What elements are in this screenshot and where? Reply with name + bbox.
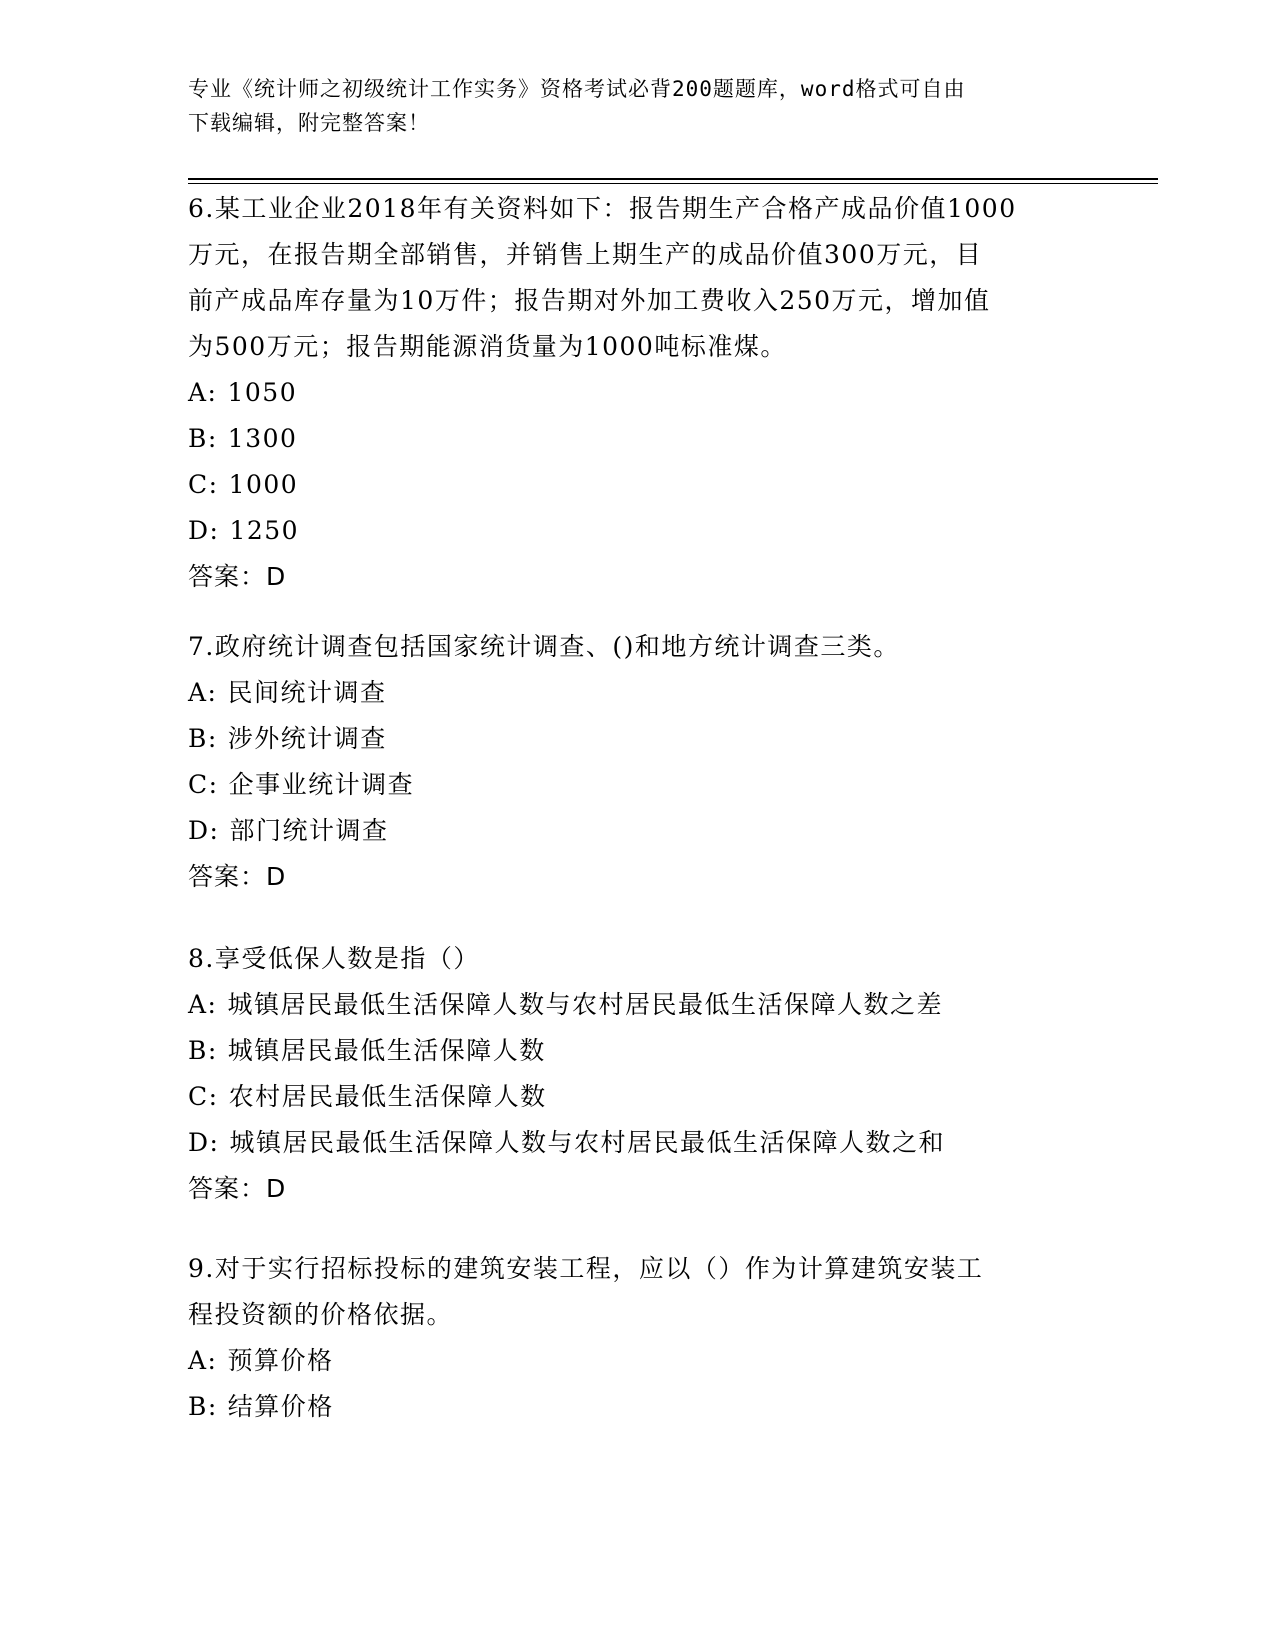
option-a — [188, 670, 1088, 716]
option-text: 部门统计调查 — [229, 816, 389, 845]
option-label: B: — [188, 424, 218, 453]
option-text: 民间统计调查 — [227, 678, 387, 707]
option-text: 城镇居民最低生活保障人数 — [227, 1036, 546, 1065]
option-text: 1000 — [228, 470, 299, 499]
question-text-line: 8.享受低保人数是指（） — [188, 944, 480, 973]
option-b — [188, 416, 1088, 462]
option-label: A: — [188, 990, 218, 1019]
option-label: C: — [188, 1082, 219, 1111]
question-7 — [188, 624, 1088, 900]
question-text-line: 为500万元；报告期能源消货量为1000吨标准煤。 — [188, 332, 787, 361]
option-label: D: — [188, 816, 220, 845]
question-text-line: 9.对于实行招标投标的建筑安装工程，应以（）作为计算建筑安装工 — [188, 1254, 984, 1283]
option-label: B: — [188, 1036, 218, 1065]
option-b — [188, 1028, 1088, 1074]
question-text-line: 万元，在报告期全部销售，并销售上期生产的成品价值300万元，目 — [188, 240, 983, 269]
option-a — [188, 370, 1088, 416]
option-label: B: — [188, 724, 218, 753]
question-6 — [188, 186, 1088, 600]
header-line-2: 下载编辑，附完整答案！ — [188, 111, 430, 135]
option-c — [188, 1074, 1088, 1120]
option-b — [188, 716, 1088, 762]
option-text: 涉外统计调查 — [227, 724, 387, 753]
option-text: 1050 — [227, 378, 298, 407]
option-c — [188, 762, 1088, 808]
document-header — [188, 72, 1088, 140]
option-label: D: — [188, 1128, 220, 1157]
option-label: A: — [188, 378, 218, 407]
option-text: 1250 — [229, 516, 300, 545]
answer-line: 答案：D — [188, 1174, 287, 1203]
question-text-line: 程投资额的价格依据。 — [188, 1300, 454, 1329]
option-b — [188, 1384, 1088, 1430]
option-text: 结算价格 — [227, 1392, 334, 1421]
option-label: C: — [188, 770, 219, 799]
question-text-line: 前产成品库存量为10万件；报告期对外加工费收入250万元，增加值 — [188, 286, 991, 315]
option-text: 城镇居民最低生活保障人数与农村居民最低生活保障人数之差 — [227, 990, 943, 1019]
option-label: D: — [188, 516, 220, 545]
question-8 — [188, 936, 1088, 1212]
question-text-line: 7.政府统计调查包括国家统计调查、()和地方统计调查三类。 — [188, 632, 900, 661]
option-c — [188, 462, 1088, 508]
answer-line: 答案：D — [188, 862, 287, 891]
option-d — [188, 1120, 1088, 1166]
option-label: C: — [188, 470, 219, 499]
option-a — [188, 982, 1088, 1028]
option-d — [188, 508, 1088, 554]
option-d — [188, 808, 1088, 854]
option-text: 农村居民最低生活保障人数 — [228, 1082, 547, 1111]
option-label: B: — [188, 1392, 218, 1421]
option-label: A: — [188, 678, 218, 707]
option-label: A: — [188, 1346, 218, 1375]
header-divider-thick — [188, 178, 1158, 180]
question-9 — [188, 1246, 1088, 1430]
answer-line: 答案：D — [188, 562, 287, 591]
header-divider-thin — [188, 183, 1158, 184]
header-line-1: 专业《统计师之初级统计工作实务》资格考试必背200题题库，word格式可自由 — [188, 77, 966, 101]
option-text: 1300 — [227, 424, 298, 453]
option-text: 预算价格 — [227, 1346, 334, 1375]
question-text-line: 6.某工业企业2018年有关资料如下：报告期生产合格产成品价值1000 — [188, 194, 1017, 223]
option-a — [188, 1338, 1088, 1384]
option-text: 城镇居民最低生活保障人数与农村居民最低生活保障人数之和 — [229, 1128, 945, 1157]
option-text: 企事业统计调查 — [228, 770, 415, 799]
